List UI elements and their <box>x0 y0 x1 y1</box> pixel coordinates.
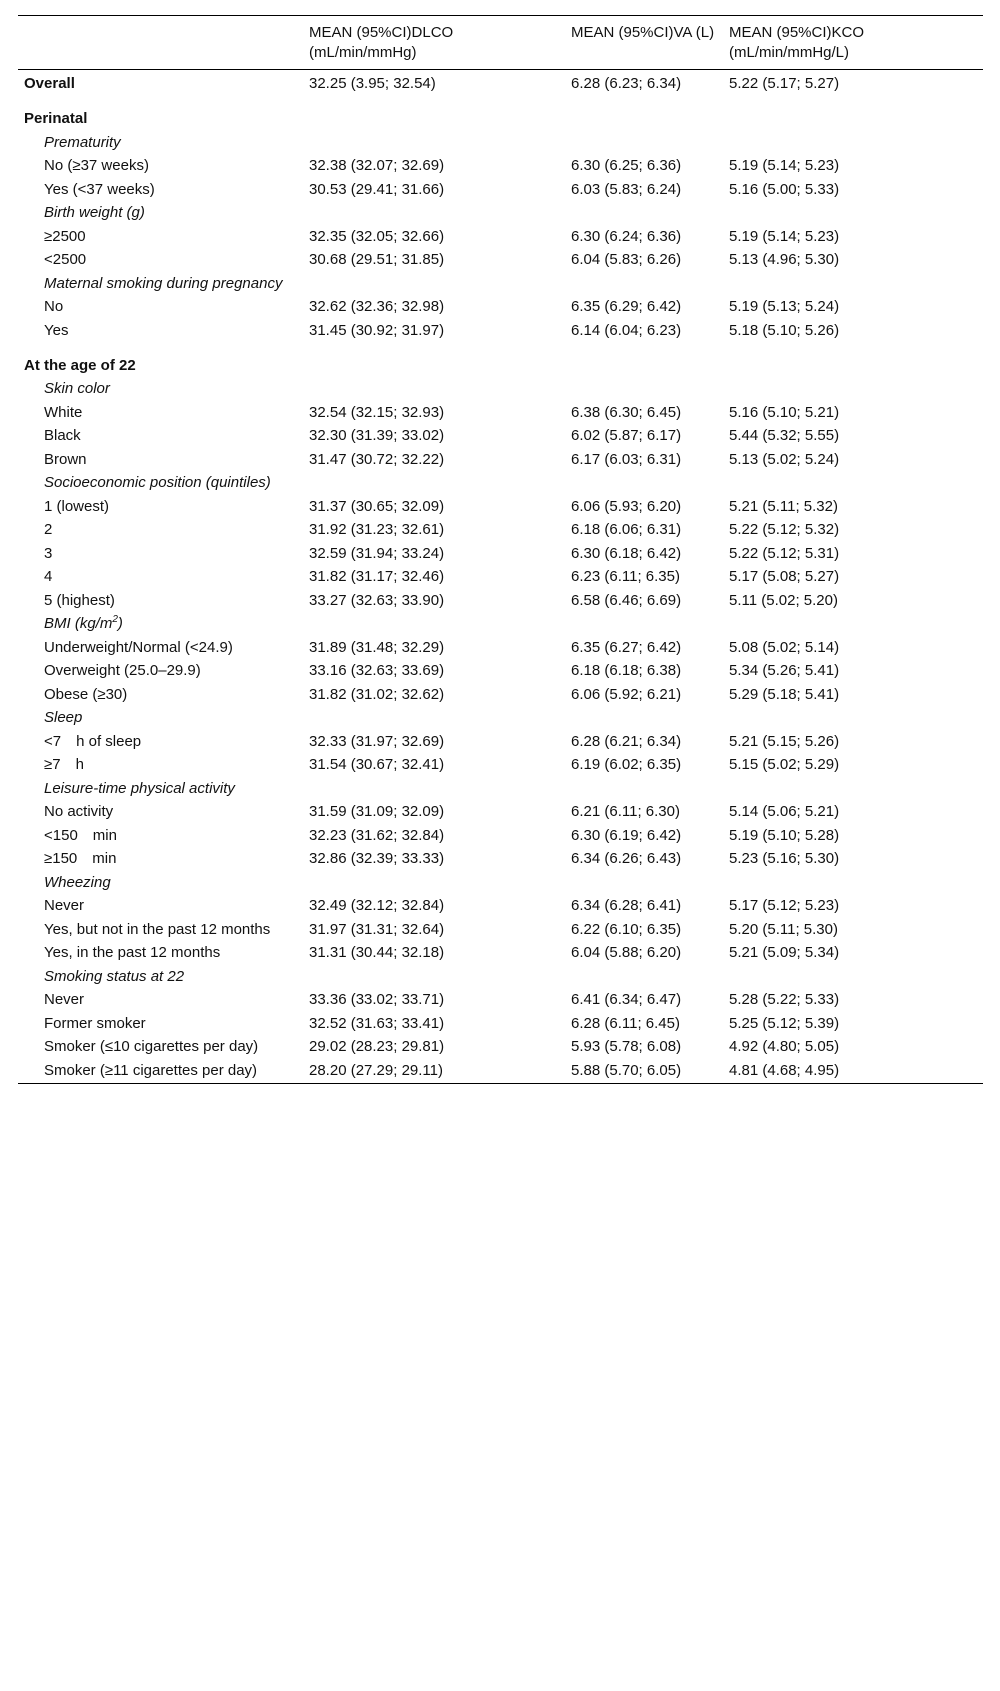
row-label: Underweight/Normal (<24.9) <box>44 638 233 656</box>
va-cell: 5.88 (5.70; 6.05) <box>571 1061 682 1079</box>
row-label: Black <box>44 427 81 444</box>
dlco-cell: 33.27 (32.63; 33.90) <box>309 591 445 609</box>
kco-cell: 5.18 (5.10; 5.26) <box>729 321 840 339</box>
table-row <box>18 495 983 519</box>
dlco-cell: 32.62 (32.36; 32.98) <box>309 298 445 315</box>
table-row <box>18 683 983 707</box>
row-label: 4 <box>44 568 53 585</box>
kco-cell: 5.08 (5.02; 5.14) <box>729 638 840 656</box>
table-row <box>18 848 983 872</box>
subsection-label: Socioeconomic position (quintiles) <box>44 474 271 491</box>
row-label: No <box>44 298 64 315</box>
dlco-cell: 32.38 (32.07; 32.69) <box>309 157 445 174</box>
row-label: Overweight (25.0–29.9) <box>44 662 201 679</box>
subsection-row <box>18 378 983 402</box>
va-cell: 6.17 (6.03; 6.31) <box>571 450 682 468</box>
subsection-row <box>18 202 983 226</box>
row-label: Never <box>44 991 85 1008</box>
va-cell: 6.35 (6.29; 6.42) <box>571 298 682 315</box>
row-label: 3 <box>44 544 53 562</box>
row-label: Brown <box>44 450 87 468</box>
subsection-label: Leisure-time physical activity <box>44 779 235 797</box>
row-label: ≥150 min <box>44 850 117 867</box>
header-cell-variable <box>18 16 303 70</box>
row-label: ≥2500 <box>44 227 86 245</box>
table-row <box>18 1036 983 1060</box>
section-row-perinatal <box>18 96 983 131</box>
dlco-cell: 30.68 (29.51; 31.85) <box>309 251 445 268</box>
va-cell: 6.28 (6.23; 6.34) <box>571 75 682 92</box>
row-label: Overall <box>24 75 75 92</box>
table-row <box>18 249 983 273</box>
va-cell: 6.41 (6.34; 6.47) <box>571 991 682 1008</box>
dlco-cell: 30.53 (29.41; 31.66) <box>309 180 445 198</box>
kco-cell: 5.34 (5.26; 5.41) <box>729 662 840 679</box>
dlco-cell: 31.82 (31.17; 32.46) <box>309 568 445 585</box>
table-row <box>18 660 983 684</box>
subsection-row <box>18 472 983 496</box>
dlco-cell: 33.36 (33.02; 33.71) <box>309 991 445 1008</box>
row-label: <150 min <box>44 826 117 844</box>
table-row <box>18 589 983 613</box>
results-table <box>18 15 983 1084</box>
kco-cell: 5.21 (5.09; 5.34) <box>729 944 840 961</box>
bmi-label-sup: 2 <box>112 614 118 625</box>
table-row <box>18 401 983 425</box>
subsection-label: Wheezing <box>44 873 111 891</box>
kco-cell: 5.17 (5.12; 5.23) <box>729 897 840 914</box>
kco-cell: 5.23 (5.16; 5.30) <box>729 850 840 867</box>
kco-cell: 5.17 (5.08; 5.27) <box>729 568 840 585</box>
row-label: Yes, but not in the past 12 months <box>44 920 271 938</box>
table-row <box>18 989 983 1013</box>
row-label: 2 <box>44 521 53 538</box>
table-row <box>18 542 983 566</box>
table-row <box>18 754 983 778</box>
va-cell: 6.30 (6.24; 6.36) <box>571 227 682 245</box>
kco-cell: 5.29 (5.18; 5.41) <box>729 685 840 703</box>
subsection-label: Sleep <box>44 709 83 726</box>
kco-cell: 4.81 (4.68; 4.95) <box>729 1061 840 1079</box>
subsection-row <box>18 965 983 989</box>
table-header <box>18 16 983 70</box>
va-cell: 6.21 (6.11; 6.30) <box>571 803 680 820</box>
subsection-row <box>18 272 983 296</box>
row-label: Former smoker <box>44 1014 146 1032</box>
va-cell: 6.06 (5.92; 6.21) <box>571 685 682 703</box>
table-row <box>18 225 983 249</box>
row-label: Yes, in the past 12 months <box>44 944 221 961</box>
subsection-label: Skin color <box>44 380 110 397</box>
va-cell: 6.30 (6.18; 6.42) <box>571 544 682 562</box>
bmi-label-end: ) <box>117 615 123 632</box>
subsection-label <box>18 613 983 637</box>
table-row <box>18 425 983 449</box>
dlco-cell: 31.82 (31.02; 32.62) <box>309 685 445 703</box>
dlco-cell: 29.02 (28.23; 29.81) <box>309 1038 445 1055</box>
subsection-label: Smoking status at 22 <box>44 967 185 985</box>
section-label: At the age of 22 <box>24 356 136 374</box>
kco-cell: 5.22 (5.12; 5.31) <box>729 544 840 562</box>
table-row <box>18 895 983 919</box>
kco-cell: 5.11 (5.02; 5.20) <box>729 591 838 609</box>
va-cell: 6.38 (6.30; 6.45) <box>571 403 682 421</box>
kco-cell: 5.21 (5.15; 5.26) <box>729 732 840 750</box>
kco-cell: 5.21 (5.11; 5.32) <box>729 497 838 515</box>
dlco-cell: 32.35 (32.05; 32.66) <box>309 227 445 245</box>
table-row <box>18 319 983 343</box>
subsection-row <box>18 131 983 155</box>
va-cell: 6.06 (5.93; 6.20) <box>571 497 682 515</box>
kco-cell: 5.22 (5.12; 5.32) <box>729 521 840 538</box>
row-label: Yes (<37 weeks) <box>44 180 155 198</box>
va-cell: 6.30 (6.25; 6.36) <box>571 157 682 174</box>
row-label: No (≥37 weeks) <box>44 157 149 174</box>
kco-cell: 5.28 (5.22; 5.33) <box>729 991 840 1008</box>
kco-cell: 5.19 (5.14; 5.23) <box>729 157 840 174</box>
va-cell: 6.23 (6.11; 6.35) <box>571 568 680 585</box>
dlco-cell: 32.52 (31.63; 33.41) <box>309 1014 445 1032</box>
row-label: 1 (lowest) <box>44 497 110 515</box>
va-cell: 6.18 (6.06; 6.31) <box>571 521 682 538</box>
dlco-cell: 31.92 (31.23; 32.61) <box>309 521 445 538</box>
row-label: ≥7 h <box>44 756 84 773</box>
dlco-cell: 31.47 (30.72; 32.22) <box>309 450 445 468</box>
table-row <box>18 448 983 472</box>
kco-cell: 5.25 (5.12; 5.39) <box>729 1014 840 1032</box>
va-cell: 6.35 (6.27; 6.42) <box>571 638 682 656</box>
va-cell: 6.28 (6.11; 6.45) <box>571 1014 680 1032</box>
dlco-cell: 32.23 (31.62; 32.84) <box>309 826 445 844</box>
table-row <box>18 519 983 543</box>
section-row-age22 <box>18 343 983 378</box>
va-cell: 6.02 (5.87; 6.17) <box>571 427 682 444</box>
kco-cell: 5.19 (5.10; 5.28) <box>729 826 840 844</box>
va-cell: 6.19 (6.02; 6.35) <box>571 756 682 773</box>
va-cell: 6.04 (5.83; 6.26) <box>571 251 682 268</box>
row-label: Yes <box>44 321 69 339</box>
table-row <box>18 1059 983 1083</box>
kco-cell: 5.15 (5.02; 5.29) <box>729 756 840 773</box>
subsection-label: Prematurity <box>44 133 121 151</box>
dlco-cell: 31.97 (31.31; 32.64) <box>309 920 445 938</box>
table-row <box>18 730 983 754</box>
va-cell: 6.34 (6.28; 6.41) <box>571 897 682 914</box>
va-cell: 6.18 (6.18; 6.38) <box>571 662 682 679</box>
dlco-cell: 32.86 (32.39; 33.33) <box>309 850 445 867</box>
overall-row <box>18 70 983 97</box>
va-cell: 6.04 (5.88; 6.20) <box>571 944 682 961</box>
table-row <box>18 918 983 942</box>
dlco-cell: 31.54 (30.67; 32.41) <box>309 756 445 773</box>
dlco-cell: 32.59 (31.94; 33.24) <box>309 544 445 562</box>
subsection-label: Birth weight (g) <box>44 204 145 221</box>
va-cell: 6.34 (6.26; 6.43) <box>571 850 682 867</box>
bmi-label-main: BMI (kg/m <box>44 615 113 632</box>
row-label: 5 (highest) <box>44 591 115 609</box>
table-row <box>18 178 983 202</box>
row-label: White <box>44 403 83 421</box>
row-label: <7 h of sleep <box>44 732 142 750</box>
dlco-cell: 31.45 (30.92; 31.97) <box>309 321 445 339</box>
va-cell: 6.58 (6.46; 6.69) <box>571 591 682 609</box>
va-cell: 6.03 (5.83; 6.24) <box>571 180 682 198</box>
dlco-cell: 32.54 (32.15; 32.93) <box>309 403 445 421</box>
kco-cell: 5.19 (5.13; 5.24) <box>729 298 840 315</box>
dlco-cell: 28.20 (27.29; 29.11) <box>309 1061 443 1079</box>
table-row <box>18 942 983 966</box>
table-row <box>18 636 983 660</box>
row-label: Obese (≥30) <box>44 685 128 703</box>
kco-cell: 5.14 (5.06; 5.21) <box>729 803 840 820</box>
header-row <box>18 16 983 70</box>
table-row <box>18 296 983 320</box>
dlco-cell: 31.37 (30.65; 32.09) <box>309 497 445 515</box>
dlco-cell: 31.59 (31.09; 32.09) <box>309 803 445 820</box>
dlco-cell: 32.30 (31.39; 33.02) <box>309 427 445 444</box>
va-cell: 6.28 (6.21; 6.34) <box>571 732 682 750</box>
kco-cell: 5.20 (5.11; 5.30) <box>729 920 838 938</box>
va-cell: 6.14 (6.04; 6.23) <box>571 321 682 339</box>
header-cell-dlco: MEAN (95%CI)DLCO (mL/min/mmHg) <box>309 24 454 61</box>
subsection-row <box>18 707 983 731</box>
table-row <box>18 566 983 590</box>
table-body <box>18 70 983 1084</box>
va-cell: 6.22 (6.10; 6.35) <box>571 920 682 938</box>
dlco-cell: 31.89 (31.48; 32.29) <box>309 638 445 656</box>
dlco-cell: 32.33 (31.97; 32.69) <box>309 732 445 750</box>
dlco-cell: 32.49 (32.12; 32.84) <box>309 897 445 914</box>
va-cell: 5.93 (5.78; 6.08) <box>571 1038 682 1055</box>
kco-cell: 4.92 (4.80; 5.05) <box>729 1038 840 1055</box>
section-label: Perinatal <box>24 110 88 127</box>
kco-cell: 5.19 (5.14; 5.23) <box>729 227 840 245</box>
row-label: Never <box>44 897 85 914</box>
header-cell-kco: MEAN (95%CI)KCO (mL/min/mmHg/L) <box>729 24 865 61</box>
subsection-label: Maternal smoking during pregnancy <box>44 274 283 292</box>
kco-cell: 5.13 (4.96; 5.30) <box>729 251 840 268</box>
va-cell: 6.30 (6.19; 6.42) <box>571 826 682 844</box>
row-label: Smoker (≤10 cigarettes per day) <box>44 1038 259 1055</box>
kco-cell: 5.44 (5.32; 5.55) <box>729 427 840 444</box>
kco-cell: 5.16 (5.00; 5.33) <box>729 180 840 198</box>
row-label: Smoker (≥11 cigarettes per day) <box>44 1061 258 1079</box>
table-row <box>18 824 983 848</box>
table-row <box>18 1012 983 1036</box>
table-row <box>18 155 983 179</box>
subsection-row <box>18 777 983 801</box>
kco-cell: 5.13 (5.02; 5.24) <box>729 450 840 468</box>
kco-cell: 5.16 (5.10; 5.21) <box>729 403 840 421</box>
dlco-cell: 32.25 (3.95; 32.54) <box>309 75 436 92</box>
header-cell-va: MEAN (95%CI)VA (L) <box>571 24 715 41</box>
row-label: No activity <box>44 803 114 820</box>
table-row <box>18 801 983 825</box>
dlco-cell: 33.16 (32.63; 33.69) <box>309 662 445 679</box>
subsection-row <box>18 871 983 895</box>
kco-cell: 5.22 (5.17; 5.27) <box>729 75 840 92</box>
subsection-row <box>18 613 983 637</box>
row-label: <2500 <box>44 251 87 268</box>
dlco-cell: 31.31 (30.44; 32.18) <box>309 944 445 961</box>
